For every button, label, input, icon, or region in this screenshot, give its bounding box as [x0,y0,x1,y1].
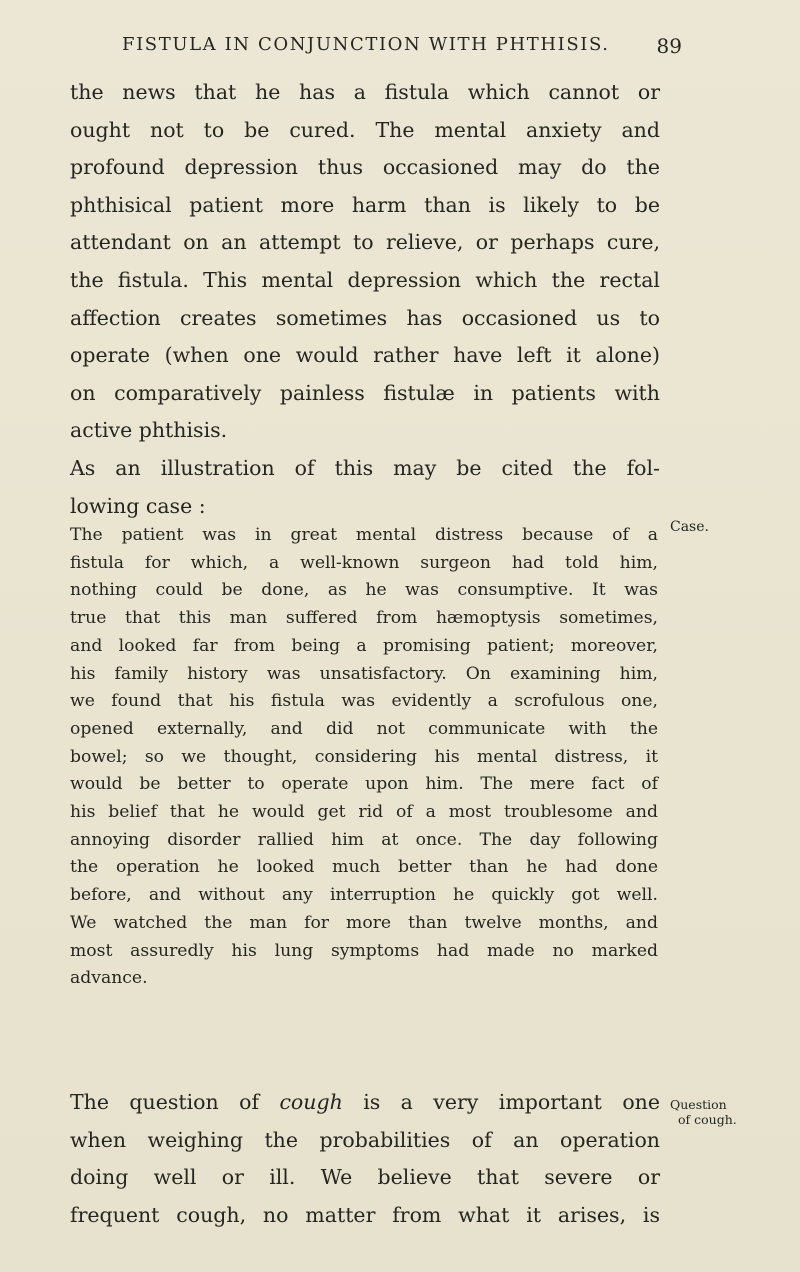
text-line: the news that he has a fistula which cannot or [70,80,660,104]
text-line: we found that his fistula was evidently a scrofulous one, [70,691,658,712]
text-line: operate (when one would rather have left it alone) [70,343,660,368]
text-line: profound depression thus occasioned may do the [70,155,660,180]
text-line: attendant on an attempt to relieve, or perhaps cure, [70,230,660,255]
running-head-title: FISTULA IN CONJUNCTION WITH PHTHISIS. [122,34,610,55]
running-head [122,34,682,58]
text-line: the operation he looked much better than he had done [70,857,658,878]
text-line [70,450,660,488]
text-line: would be better to operate upon him. The mere fact of [70,774,658,795]
text-line: his family history was unsatisfactory. On examining him, [70,663,658,684]
text-line: bowel; so we thought, considering his mental distress, it [70,746,658,767]
text-line: most assuredly his lung symptoms had made no marked [70,940,658,961]
paragraph-3 [70,1084,660,1234]
margin-note-case [670,520,709,535]
text-line: lowing case : [70,493,206,518]
text-line: phthisical patient more harm than is likely to be [70,192,660,217]
text-line: nothing could be done, as he was consumptive. It was [70,580,658,601]
text-line: The patient was in great mental distress because of a [70,525,658,545]
text-line: ought not to be cured. The mental anxiety and [70,117,660,142]
text-line: We watched the man for more than twelve months, and [70,912,658,933]
paragraph-2 [70,450,660,525]
text-line-content: As an illustration of this may be cited the fol- [70,456,660,480]
margin-note-text: of cough. [678,1112,737,1127]
text-line [70,1084,660,1122]
text-line: opened externally, and did not communicate with the [70,718,658,739]
margin-note-text: Case. [670,519,709,535]
text-line: annoying disorder rallied him at once. The day following [70,829,658,850]
text-line: the fistula. This mental depression which the rectal [70,267,660,292]
text-line: when weighing the probabilities of an operation [70,1127,660,1152]
text-line: his belief that he would get rid of a most troublesome and [70,802,658,823]
text-run: is a very important one [342,1090,660,1114]
text-line: and looked far from being a promising patient; moreover, [70,635,658,656]
text-line: on comparatively painless fistulæ in patients with [70,380,660,405]
text-line: affection creates sometimes has occasioned us to [70,305,660,330]
paragraph-1 [70,74,660,450]
case-paragraph [70,522,658,993]
text-run: The question of [70,1090,280,1114]
text-line: before, and without any interruption he quickly got well. [70,885,658,906]
text-line: frequent cough, no matter from what it arises, is [70,1202,660,1227]
text-line: advance. [70,968,148,989]
text-line: fistula for which, a well-known surgeon had told him, [70,552,658,573]
margin-note-text: Question [670,1097,727,1112]
text-line: doing well or ill. We believe that severe or [70,1165,660,1190]
margin-note-question-of-cough [670,1097,737,1127]
text-line: true that this man suffered from hæmoptysis sometimes, [70,608,658,629]
page-number: 89 [656,34,682,58]
text-line: active phthisis. [70,418,228,443]
italic-word-cough: cough [279,1090,343,1114]
